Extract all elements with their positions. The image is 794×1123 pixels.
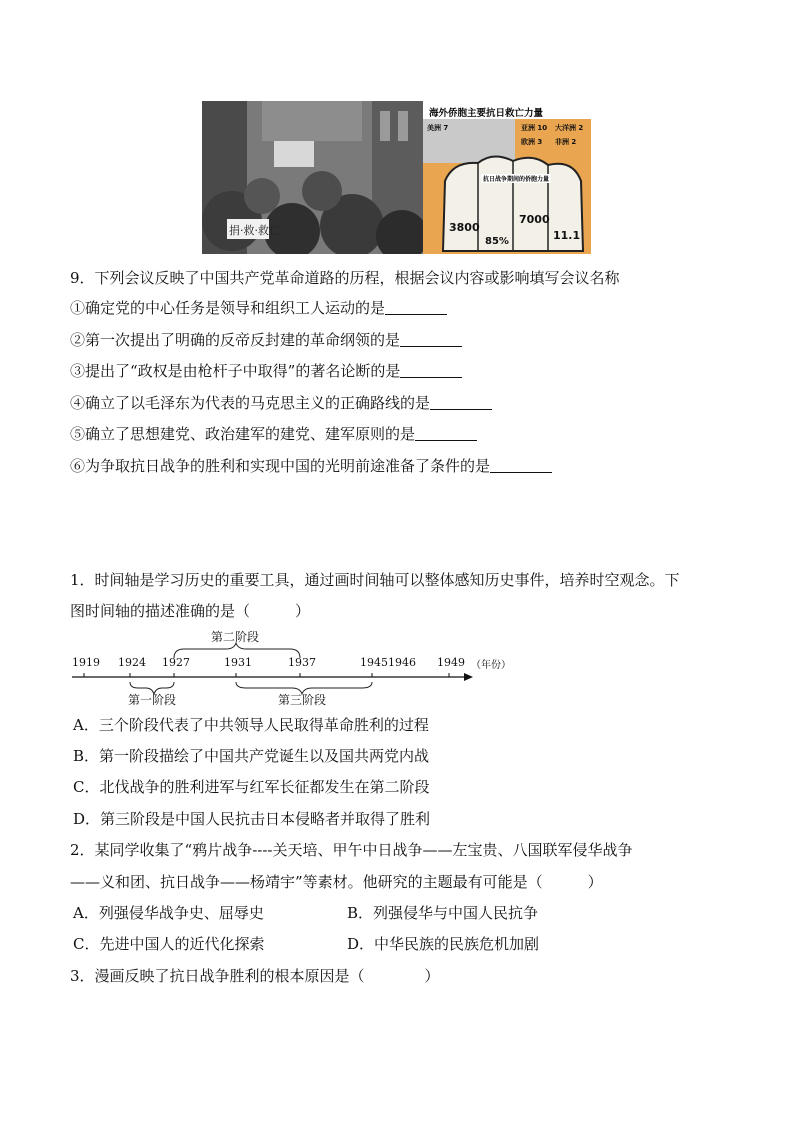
answer-blank[interactable] [415, 426, 477, 441]
q3-stem: 3．漫画反映了抗日战争胜利的根本原因是（ ） [70, 967, 440, 985]
q9-item-2-text: ②第一次提出了明确的反帝反封建的革命纲领的是 [70, 331, 401, 349]
q2-option-d[interactable]: D．中华民族的民族危机加剧 [347, 935, 540, 953]
timeline-year: 1949 [437, 656, 465, 669]
q2-option-a[interactable]: A．列强侵华战争史、屈辱史 [73, 904, 264, 922]
timeline-year: 1945 [360, 656, 388, 669]
region-oceania: 大洋洲 2 [555, 124, 584, 132]
timeline-year: 1927 [162, 656, 190, 669]
q1-option-c[interactable]: C．北伐战争的胜利进军与红军长征都发生在第二阶段 [73, 778, 430, 796]
q9-item-3-text: ③提出了“政权是由枪杆子中取得”的著名论断的是 [70, 362, 401, 380]
region-asia: 亚洲 10 [521, 124, 548, 132]
q2-option-c[interactable]: C．先进中国人的近代化探索 [73, 935, 265, 953]
q9-item-3 [70, 361, 462, 381]
q9-item-6 [70, 456, 552, 476]
q1-option-d[interactable]: D．第三阶段是中国人民抗击日本侵略者并取得了胜利 [73, 810, 431, 828]
q9-item-1-text: ①确定党的中心任务是领导和组织工人运动的是 [70, 299, 386, 317]
banner-text: 捐·救·救亡 [229, 224, 280, 237]
stage3-label: 第三阶段 [278, 693, 327, 707]
answer-blank[interactable] [490, 458, 552, 473]
q9-item-1 [70, 298, 447, 318]
stat-donation: 7000 [519, 213, 550, 226]
q1-stem-line2: 图时间轴的描述准确的是（ ） [70, 602, 311, 620]
overseas-chinese-poster [423, 101, 591, 254]
timeline-year: 1946 [388, 656, 416, 669]
timeline-figure [66, 628, 511, 710]
q9-item-6-text: ⑥为争取抗日战争的胜利和实现中国的光明前途准备了条件的是 [70, 457, 491, 475]
q1-stem-line1: 1．时间轴是学习历史的重要工具，通过画时间轴可以整体感知历史事件，培养时空观念。下 [70, 571, 680, 589]
q9-item-4 [70, 393, 492, 413]
timeline-year: 1919 [72, 656, 100, 669]
q2-stem-line1: 2．某同学收集了“鸦片战争----关天培、甲午中日战争——左宝贵、八国联军侵华战争 [70, 841, 633, 859]
q1-option-a[interactable]: A．三个阶段代表了中共领导人民取得革命胜利的过程 [73, 716, 429, 734]
answer-blank[interactable] [400, 363, 462, 378]
timeline-year: 1937 [288, 656, 316, 669]
q1-option-b[interactable]: B．第一阶段描绘了中国共产党诞生以及国共两党内战 [73, 747, 430, 765]
answer-blank[interactable] [400, 332, 462, 347]
stat-percent: 85% [485, 236, 509, 247]
q9-item-5 [70, 424, 477, 444]
timeline-year: 1931 [224, 656, 252, 669]
q9-item-2 [70, 330, 462, 350]
timeline-arrow [464, 673, 473, 681]
q2-stem-line2: ——义和团、抗日战争——杨靖宇”等素材。他研究的主题最有可能是（ ） [70, 873, 603, 891]
stat-people: 3800 [449, 221, 480, 234]
timeline-unit: （年份） [471, 660, 511, 671]
region-america: 美洲 7 [427, 124, 449, 132]
protest-photo [202, 101, 423, 254]
fist-label: 抗日战争期间的侨胞力量 [483, 176, 550, 183]
q9-item-4-text: ④确立了以毛泽东为代表的马克思主义的正确路线的是 [70, 394, 431, 412]
q9-stem: 9．下列会议反映了中国共产党革命道路的历程，根据会议内容或影响填写会议名称 [70, 269, 620, 287]
q9-item-5-text: ⑤确立了思想建党、政治建军的建党、建军原则的是 [70, 425, 416, 443]
poster-title: 海外侨胞主要抗日救亡力量 [429, 108, 544, 119]
timeline-year: 1924 [118, 656, 146, 669]
region-europe: 欧洲 3 [521, 138, 543, 146]
stage1-label: 第一阶段 [128, 693, 177, 707]
region-africa: 非洲 2 [555, 138, 577, 146]
stage2-label: 第二阶段 [211, 630, 260, 644]
stat-remittance: 11.1 [553, 229, 581, 242]
q2-option-b[interactable]: B．列强侵华与中国人民抗争 [347, 904, 539, 922]
answer-blank[interactable] [385, 300, 447, 315]
answer-blank[interactable] [430, 395, 492, 410]
